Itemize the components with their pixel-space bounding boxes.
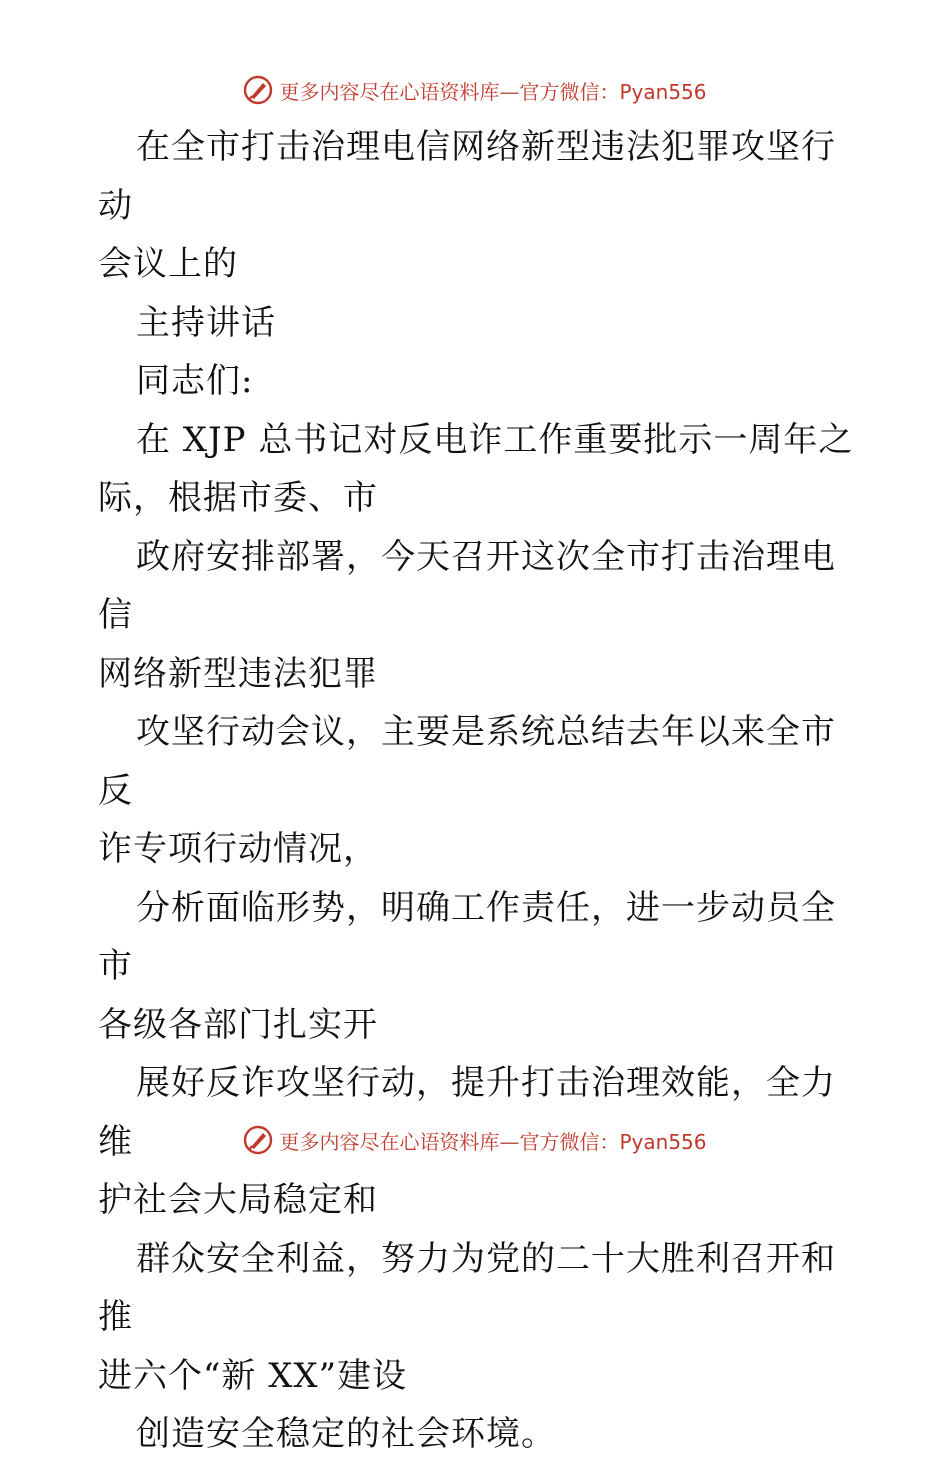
watermark-brand: 更多内容尽在心语资料库 — [279, 1129, 500, 1154]
document-line: 展好反诈攻坚行动，提升打击治理效能，全力维 — [98, 1063, 836, 1162]
document-line: 际，根据市委、市 — [98, 478, 378, 518]
document-line: 护社会大局稳定和 — [98, 1180, 378, 1220]
document-line: 网络新型违法犯罪 — [98, 653, 378, 694]
document-body — [98, 118, 858, 1464]
watermark-text — [279, 1126, 706, 1155]
watermark-wechat-id: Pyan556 — [619, 1129, 707, 1154]
document-line: 主持讲话 — [136, 302, 276, 343]
document-line: 创造安全稳定的社会环境。 — [136, 1414, 556, 1454]
footer-watermark — [0, 1120, 950, 1160]
document-line: 分析面临形势，明确工作责任，进一步动员全市 — [98, 887, 836, 986]
watermark-text — [279, 76, 706, 105]
document-line: 政府安排部署，今天召开这次全市打击治理电信 — [98, 536, 836, 635]
watermark-separator: — — [499, 79, 520, 104]
watermark-official: 官方微信： — [519, 1129, 620, 1154]
document-line: 各级各部门扎实开 — [98, 1004, 378, 1045]
document-line: 在 XJP 总书记对反电诈工作重要批示一周年之 — [136, 419, 854, 460]
document-line: 会议上的 — [98, 244, 238, 284]
watermark-brand: 更多内容尽在心语资料库 — [279, 79, 500, 104]
document-line: 诈专项行动情况， — [98, 829, 378, 869]
document-line: 同志们: — [136, 361, 254, 401]
document-line: 群众安全利益，努力为党的二十大胜利召开和推 — [98, 1238, 836, 1337]
watermark-wechat-id: Pyan556 — [619, 79, 707, 104]
header-watermark — [0, 70, 950, 110]
quill-logo-icon — [243, 1125, 273, 1155]
quill-logo-icon — [243, 75, 273, 105]
watermark-separator: — — [499, 1129, 520, 1154]
watermark-official: 官方微信： — [519, 79, 620, 104]
document-line: 进六个“新 XX”建设 — [98, 1355, 407, 1396]
document-line: 攻坚行动会议，主要是系统总结去年以来全市反 — [98, 712, 836, 811]
document-line: 在全市打击治理电信网络新型违法犯罪攻坚行动 — [98, 127, 836, 226]
